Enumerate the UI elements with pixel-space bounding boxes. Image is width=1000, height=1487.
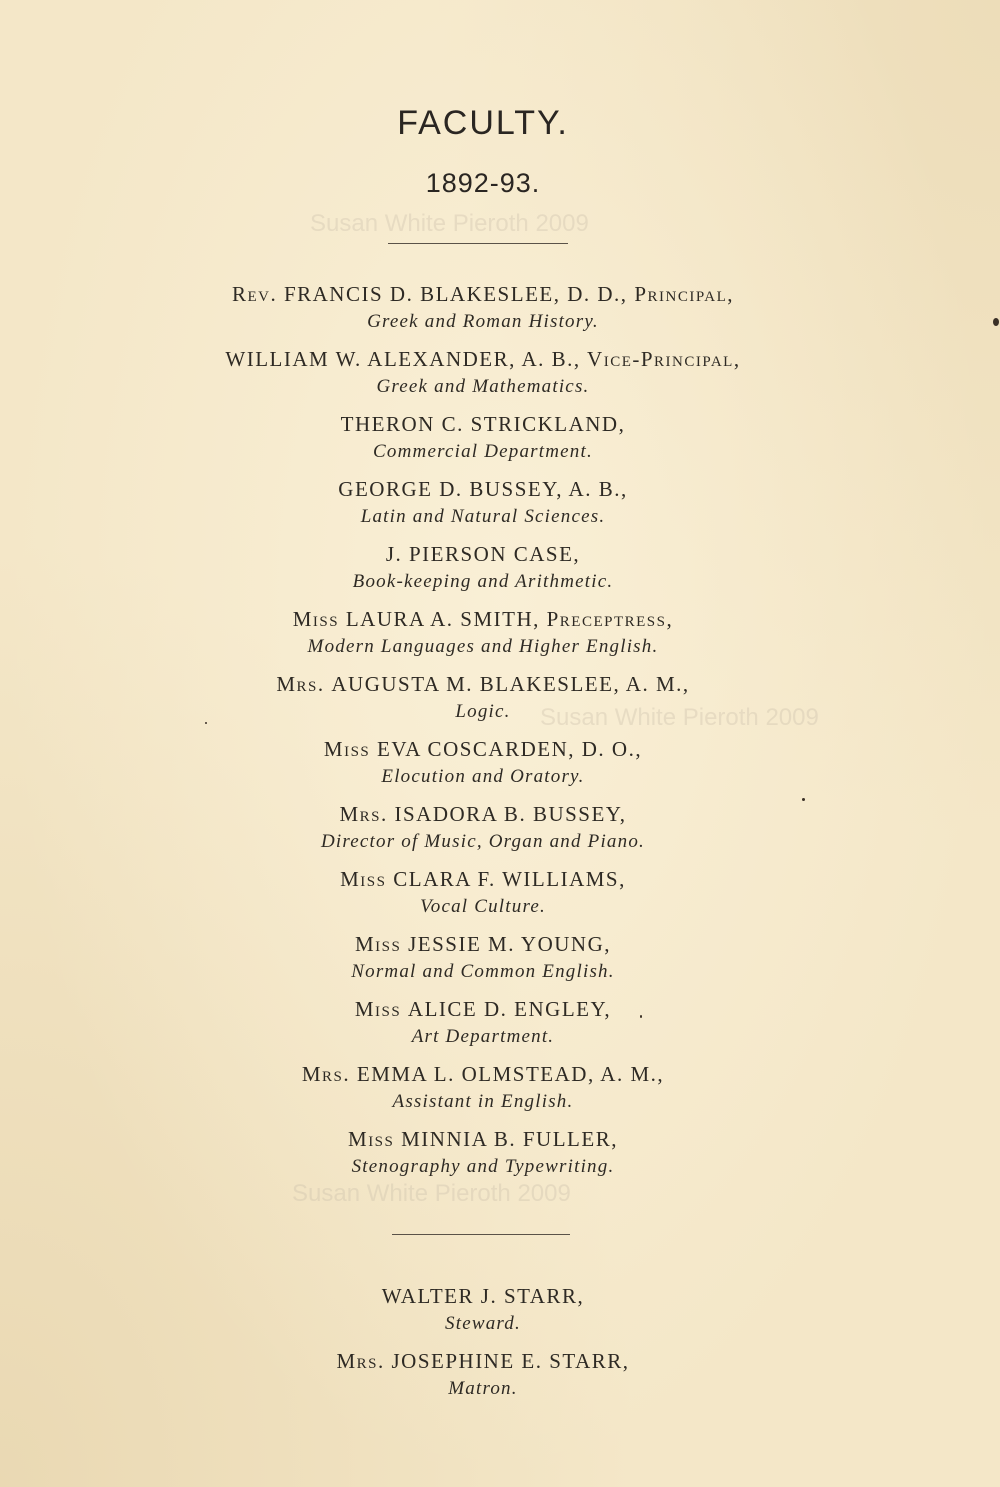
member-subject: Commercial Department. [373, 441, 593, 462]
member-name: WILLIAM W. ALEXANDER, A. B., [225, 347, 581, 371]
faculty-entry [0, 798, 966, 863]
faculty-entry [0, 668, 966, 733]
faculty-entry [0, 603, 966, 668]
member-name-line [0, 278, 966, 310]
member-name: AUGUSTA M. BLAKESLEE, A. M., [331, 672, 690, 696]
member-role: Vice-Principal, [587, 347, 741, 371]
member-name-line [0, 1123, 966, 1155]
member-name-line [0, 863, 966, 895]
member-name: EVA COSCARDEN, D. O., [377, 737, 643, 761]
member-name-line [0, 928, 966, 960]
member-subject: Steward. [445, 1313, 521, 1334]
member-subject: Latin and Natural Sciences. [360, 506, 606, 527]
member-name: ISADORA B. BUSSEY, [394, 802, 627, 826]
member-role: Principal, [634, 282, 735, 306]
member-title-prefix: Miss [348, 1127, 395, 1151]
staff-entry [0, 1345, 966, 1410]
member-name: JESSIE M. YOUNG, [408, 932, 611, 956]
faculty-entry [0, 473, 966, 538]
member-name: J. PIERSON CASE, [385, 542, 581, 566]
faculty-entry [0, 928, 966, 993]
faculty-entry [0, 538, 966, 603]
member-subject: Book-keeping and Arithmetic. [352, 571, 614, 592]
paper-speck [640, 1015, 642, 1018]
member-subject: Matron. [448, 1378, 518, 1399]
faculty-list [0, 278, 966, 1188]
member-subject: Art Department. [411, 1026, 555, 1047]
member-role: Preceptress, [546, 607, 674, 631]
member-name: JOSEPHINE E. STARR, [391, 1349, 630, 1373]
member-title-prefix: Mrs. [301, 1062, 351, 1086]
member-subject: Director of Music, Organ and Piano. [321, 831, 645, 852]
member-name: FRANCIS D. BLAKESLEE, D. D., [283, 282, 628, 306]
member-name: LAURA A. SMITH, [345, 607, 540, 631]
member-title-prefix: Miss [354, 932, 402, 956]
member-subject: Vocal Culture. [420, 896, 546, 917]
member-subject: Greek and Mathematics. [376, 376, 590, 397]
faculty-entry [0, 408, 966, 473]
member-subject: Normal and Common English. [351, 961, 615, 982]
faculty-entry [0, 863, 966, 928]
faculty-entry [0, 343, 966, 408]
paper-speck [802, 798, 805, 801]
divider-rule [392, 1234, 570, 1235]
member-name-line [0, 1345, 966, 1377]
member-name: MINNIA B. FULLER, [401, 1127, 618, 1151]
member-name-line [0, 798, 966, 830]
member-title-prefix: Mrs. [336, 1349, 385, 1373]
member-name: THERON C. STRICKLAND, [340, 412, 626, 436]
member-subject: Assistant in English. [392, 1091, 574, 1112]
member-name: CLARA F. WILLIAMS, [393, 867, 626, 891]
staff-list [0, 1280, 966, 1410]
member-title-prefix: Mrs. [339, 802, 388, 826]
faculty-entry [0, 993, 966, 1058]
member-name-line [0, 668, 966, 700]
member-subject: Modern Languages and Higher English. [307, 636, 659, 657]
watermark: Susan White Pieroth 2009 [292, 1180, 571, 1207]
member-name: GEORGE D. BUSSEY, A. B., [338, 477, 628, 501]
member-name-line [0, 473, 966, 505]
member-name-line [0, 1280, 966, 1312]
paper-speck [205, 722, 207, 724]
member-subject: Greek and Roman History. [367, 311, 599, 332]
watermark: Susan White Pieroth 2009 [310, 210, 589, 237]
faculty-entry [0, 1123, 966, 1188]
watermark: Susan White Pieroth 2009 [540, 704, 819, 731]
divider-rule [388, 243, 568, 244]
member-name-line [0, 343, 966, 375]
member-subject: Stenography and Typewriting. [351, 1156, 615, 1177]
member-name: ALICE D. ENGLEY, [407, 997, 612, 1021]
faculty-entry [0, 1058, 966, 1123]
member-name: WALTER J. STARR, [381, 1284, 585, 1308]
page-year: 1892-93. [425, 168, 541, 198]
member-title-prefix: Miss [340, 867, 387, 891]
member-title-prefix: Mrs. [276, 672, 325, 696]
member-subject: Logic. [455, 701, 511, 722]
faculty-entry [0, 278, 966, 343]
member-name-line [0, 733, 966, 765]
member-name-line [0, 538, 966, 570]
staff-entry [0, 1280, 966, 1345]
member-name-line [0, 1058, 966, 1090]
member-subject: Elocution and Oratory. [381, 766, 585, 787]
member-name-line [0, 408, 966, 440]
page-title: FACULTY. [397, 104, 569, 142]
faculty-entry [0, 733, 966, 798]
member-title-prefix: Miss [292, 607, 340, 631]
member-title-prefix: Miss [323, 737, 371, 761]
member-name-line [0, 993, 966, 1025]
member-title-prefix: Rev. [231, 282, 278, 306]
member-name: EMMA L. OLMSTEAD, A. M., [356, 1062, 665, 1086]
member-title-prefix: Miss [354, 997, 402, 1021]
member-name-line [0, 603, 966, 635]
paper-speck [993, 318, 999, 326]
